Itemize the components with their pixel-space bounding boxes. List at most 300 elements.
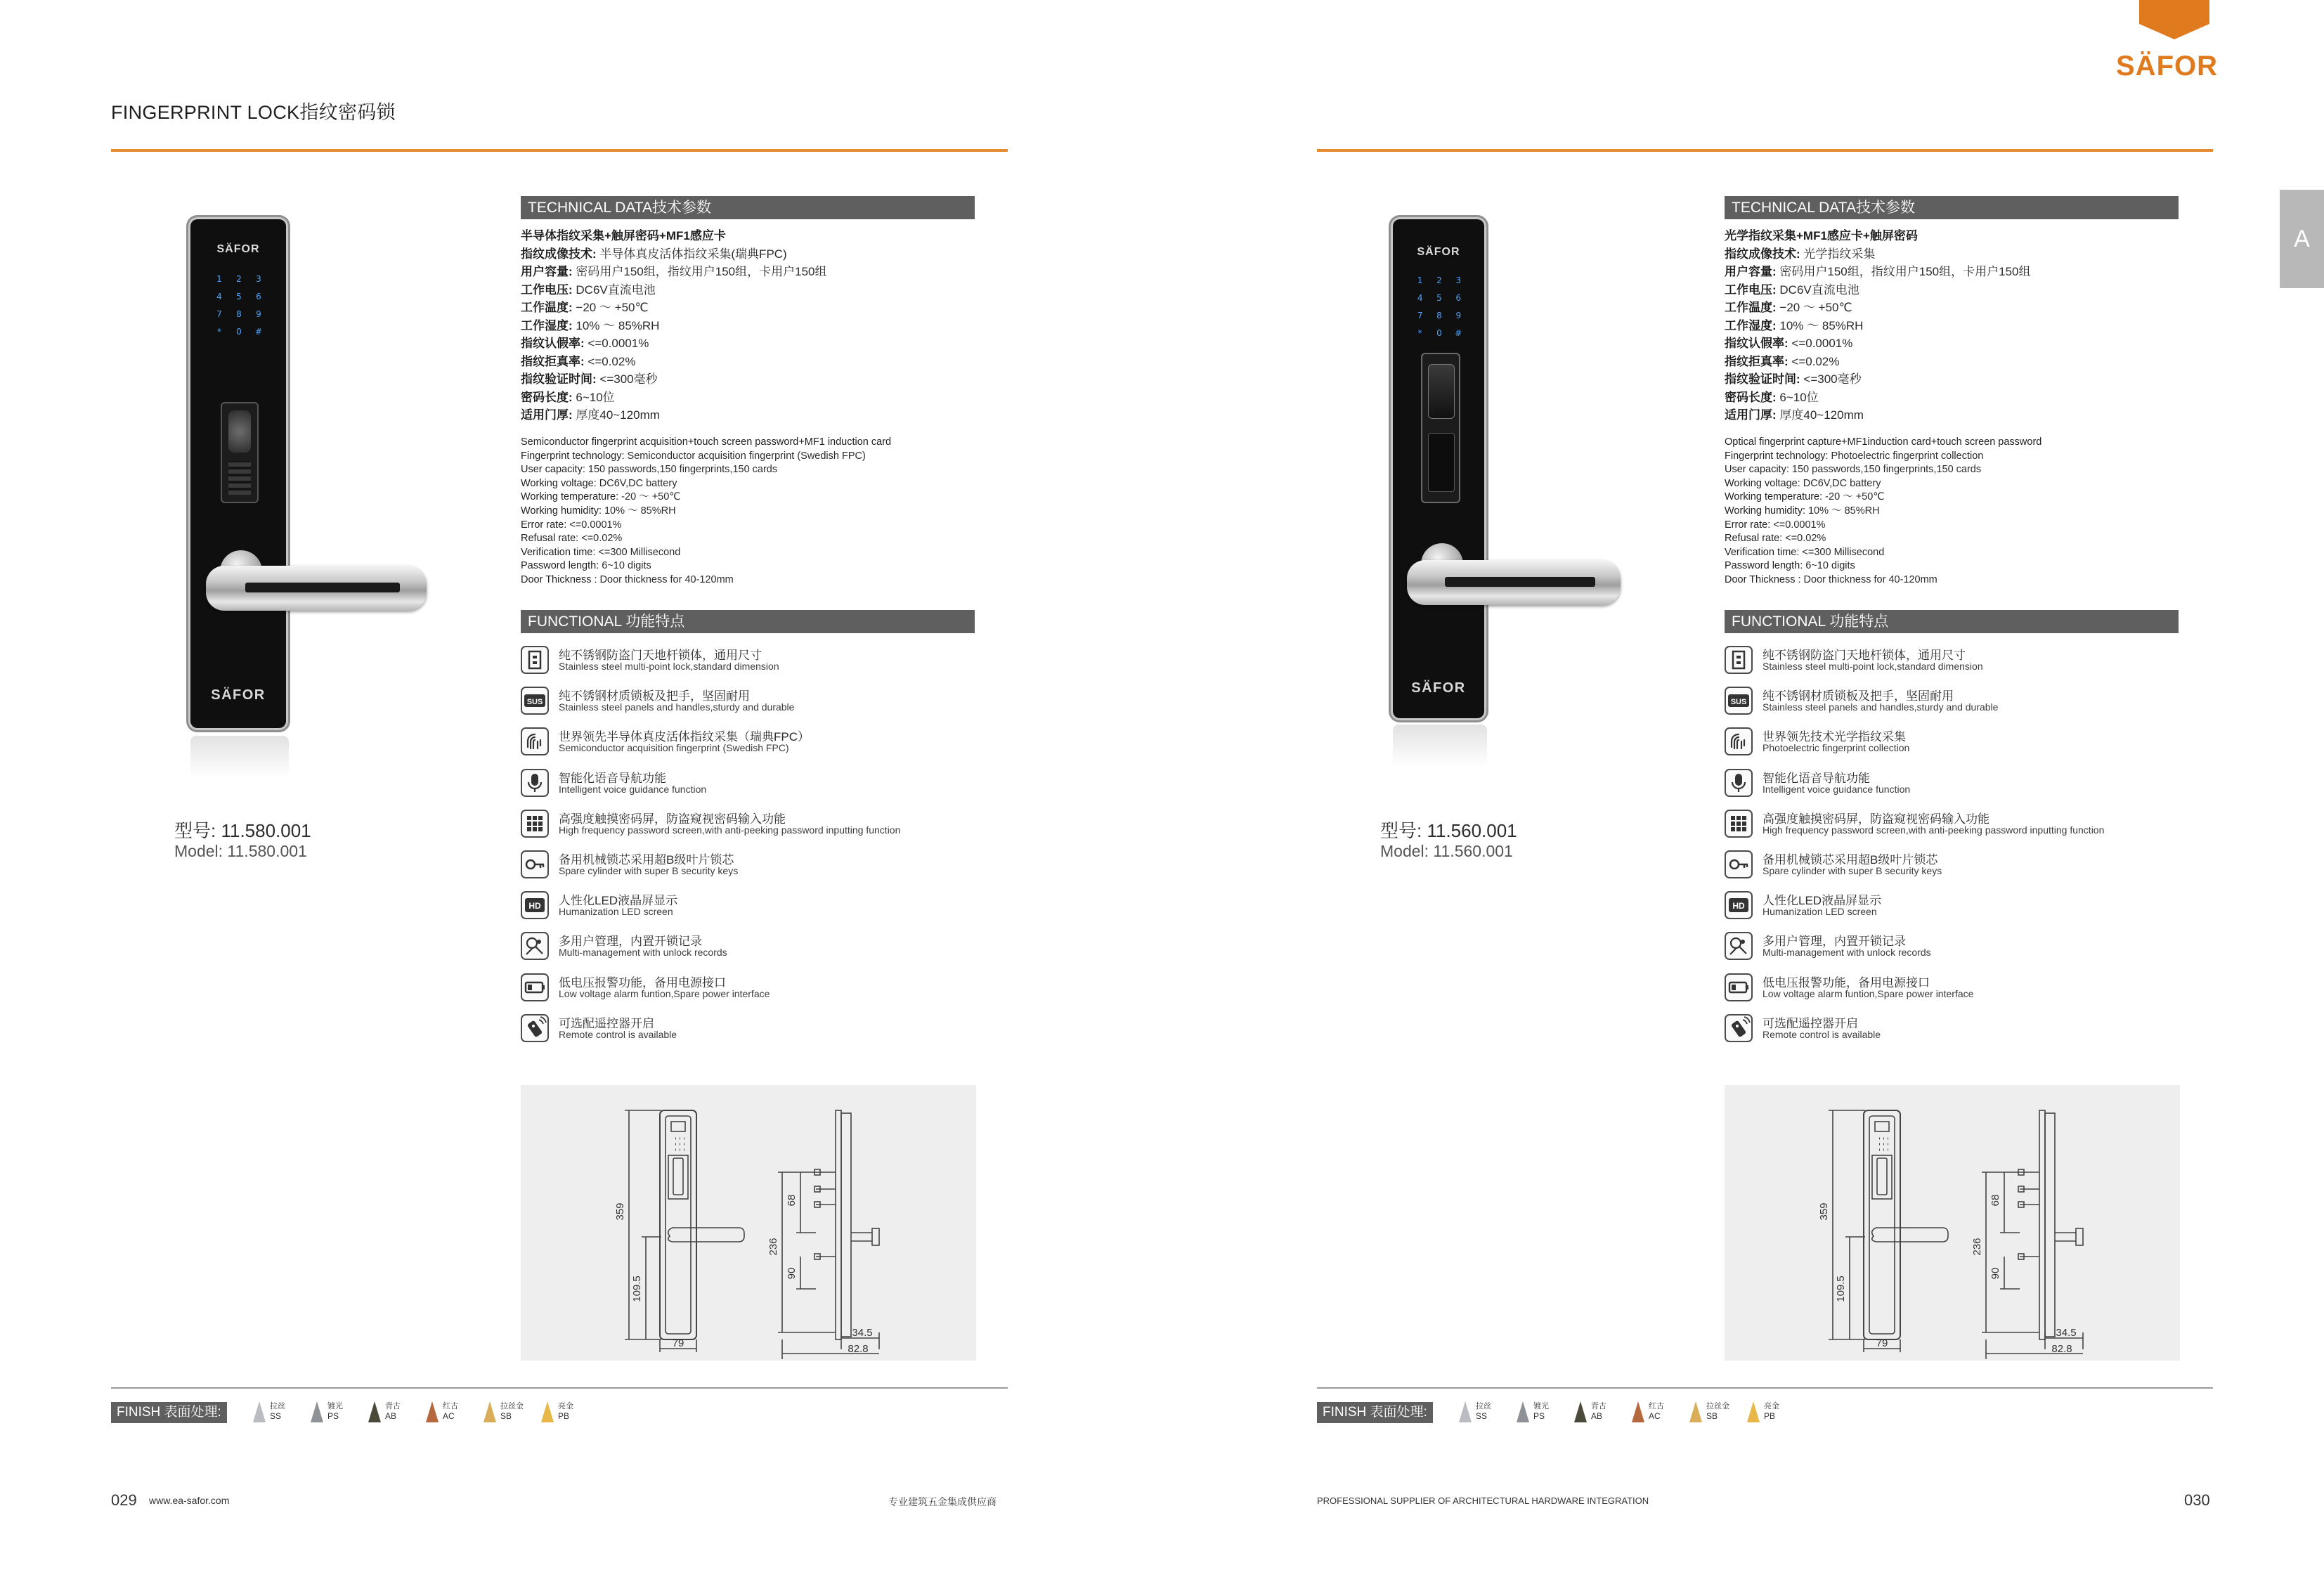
specs-cn <box>1725 227 2031 424</box>
model-number-cn: 型号: 11.580.001 <box>174 820 311 841</box>
spec-label: Semiconductor fingerprint acquisition+touch screen password+MF1 induction card <box>521 436 892 448</box>
spec-value: -20 ～ +50℃ <box>618 491 681 503</box>
fingerprint-icon <box>1725 727 1753 755</box>
spec-value: 光学指纹采集 <box>1800 247 1876 261</box>
spec-label: 用户容量: <box>521 265 573 278</box>
dimension-drawing <box>1725 1085 2180 1361</box>
spec-label: 光学指纹采集+MF1感应卡+触屏密码 <box>1725 229 1918 242</box>
spec-label: 工作温度: <box>521 301 573 314</box>
dim-depth: 34.5 <box>2056 1327 2077 1339</box>
feature-item <box>1725 807 2174 843</box>
remote-control-icon <box>1725 1014 1753 1042</box>
section-title: FINGERPRINT LOCK指纹密码锁 <box>111 102 396 123</box>
spec-value: 密码用户150组，指纹用户150组，卡用户150组 <box>572 265 827 278</box>
panel-brand: SÄFOR <box>1417 246 1460 258</box>
hexagon-logo-icon <box>2139 0 2209 39</box>
dim-backset: 90 <box>1989 1267 2001 1280</box>
finish-code: PB <box>558 1411 570 1421</box>
key: 2 <box>1436 275 1442 285</box>
key: 9 <box>256 309 261 319</box>
key: 0 <box>236 327 242 337</box>
brand-logo: SÄFOR <box>2116 51 2218 82</box>
dim-total-depth: 82.8 <box>2051 1343 2072 1355</box>
reflection <box>1393 725 1487 767</box>
spec-row <box>1725 263 2031 281</box>
finish-swatch-icon <box>311 1401 323 1422</box>
dim-lower: 109.5 <box>1835 1276 1847 1302</box>
spec-value: 厚度40~120mm <box>1776 408 1864 422</box>
dim-height: 359 <box>1818 1202 1830 1221</box>
feature-title: 低电压报警功能，备用电源接口 <box>559 975 726 989</box>
key: 1 <box>216 274 222 284</box>
spec-value: −20 ～ +50℃ <box>572 301 649 314</box>
dim-height: 359 <box>614 1202 626 1221</box>
key: 6 <box>256 292 261 301</box>
spec-label: 工作电压: <box>521 283 573 297</box>
spec-label: 指纹成像技术: <box>521 247 597 261</box>
finish-swatch-icon <box>1459 1401 1472 1422</box>
spec-label: Password length: <box>1725 560 1803 572</box>
spec-row <box>1725 389 2031 407</box>
finish-name: 拉丝 <box>1476 1402 1491 1410</box>
keypad-icon <box>521 810 549 838</box>
finish-name: 镀光 <box>1533 1402 1549 1410</box>
feature-description: Humanization LED screen <box>559 906 673 918</box>
key: 3 <box>256 274 261 284</box>
spec-row <box>1725 299 2031 317</box>
spec-value: 半导体真皮活体指纹采集(瑞典FPC) <box>596 247 787 261</box>
sensor-grill <box>228 461 251 495</box>
spec-value: Semiconductor acquisition fingerprint (Swedish FPC) <box>624 450 866 462</box>
finish-code: AC <box>443 1411 455 1421</box>
header-rule <box>111 149 1008 152</box>
page-number: 029 <box>111 1491 137 1509</box>
spec-label: 指纹成像技术: <box>1725 247 1800 261</box>
spec-value: Photoelectric fingerprint collection <box>1828 450 1984 462</box>
spec-row <box>521 299 827 317</box>
feature-description: Stainless steel panels and handles,sturdy and durable <box>559 701 795 713</box>
feature-item <box>521 1012 971 1047</box>
spec-value: 150 passwords,150 fingerprints,150 cards <box>1789 464 1982 476</box>
spec-label: 指纹认假率: <box>521 337 585 350</box>
optical-window <box>1428 364 1455 419</box>
finish-name: 红古 <box>443 1402 458 1410</box>
feature-title: 低电压报警功能，备用电源接口 <box>1763 975 1930 989</box>
spec-label: 适用门厚: <box>1725 408 1777 422</box>
spec-label: Working temperature: <box>521 491 619 503</box>
spec-value: <=300毫秒 <box>596 372 658 386</box>
feature-title: 备用机械锁芯采用超B级叶片锁芯 <box>559 853 734 867</box>
key: 4 <box>1417 293 1423 303</box>
spec-row <box>1725 245 2031 264</box>
spec-value: 10% ～ 85%RH <box>1805 505 1880 517</box>
feature-list <box>1725 644 2181 1065</box>
spec-row <box>521 450 891 464</box>
feature-item <box>1725 930 2174 965</box>
spec-label: 工作温度: <box>1725 301 1777 314</box>
spec-label: Working voltage: <box>521 477 597 489</box>
finish-code: PS <box>1533 1411 1545 1421</box>
dim-total-depth: 82.8 <box>848 1343 869 1355</box>
feature-title: 高强度触摸密码屏，防盗窥视密码输入功能 <box>559 812 786 826</box>
spec-label: 工作湿度: <box>1725 318 1777 332</box>
lever-handle <box>1407 560 1621 605</box>
key: 5 <box>1436 293 1442 303</box>
key: 0 <box>1436 328 1442 338</box>
feature-description: Intelligent voice guidance function <box>1763 783 1911 795</box>
spec-row <box>521 491 891 505</box>
spec-row <box>521 406 827 424</box>
spec-label: Working voltage: <box>1725 477 1800 489</box>
functional-header: FUNCTIONAL 功能特点 <box>1725 610 2179 633</box>
model-number-en: Model: 11.580.001 <box>174 842 307 860</box>
low-battery-icon <box>1725 973 1753 1001</box>
spec-row <box>521 477 891 491</box>
spec-label: 密码长度: <box>1725 390 1777 404</box>
spec-row <box>521 505 891 519</box>
feature-item <box>1725 684 2174 720</box>
product-image-optical <box>1382 214 1635 777</box>
spec-label: Verification time: <box>521 546 596 558</box>
multi-user-icon <box>1725 932 1753 960</box>
spec-value: 6~10 digits <box>1803 560 1855 572</box>
spec-value: 6~10位 <box>572 390 615 404</box>
feature-description: Intelligent voice guidance function <box>559 783 707 795</box>
dimension-drawing <box>521 1085 976 1361</box>
spec-label: Working humidity: <box>521 505 602 517</box>
feature-title: 可选配遥控器开启 <box>559 1016 654 1030</box>
spec-row <box>521 263 827 281</box>
spec-value: DC6V,DC battery <box>1800 477 1881 489</box>
keypad <box>1414 275 1465 338</box>
footer-url[interactable]: www.ea-safor.com <box>149 1495 230 1506</box>
fingerprint-sensor <box>1421 353 1460 503</box>
hd-screen-icon <box>521 891 549 919</box>
spec-row <box>1725 406 2031 424</box>
lock-panel <box>1393 219 1484 718</box>
feature-item <box>521 767 971 802</box>
key: 8 <box>1436 311 1442 320</box>
spec-row <box>521 353 827 371</box>
technical-data-header: TECHNICAL DATA技术参数 <box>1725 196 2179 219</box>
feature-description: Stainless steel panels and handles,sturdy and durable <box>1763 701 1999 713</box>
spec-value: <=0.02% <box>1788 354 1840 368</box>
key: 1 <box>1417 275 1423 285</box>
spec-label: 指纹拒真率: <box>521 354 585 368</box>
finish-swatch-icon <box>426 1401 439 1422</box>
multi-user-icon <box>521 932 549 960</box>
microphone-icon <box>521 769 549 797</box>
key: # <box>1455 328 1462 338</box>
feature-title: 高强度触摸密码屏，防盗窥视密码输入功能 <box>1763 812 1989 826</box>
spec-label: Verification time: <box>1725 546 1800 558</box>
low-battery-icon <box>521 973 549 1001</box>
sensor-pad <box>228 410 251 453</box>
feature-item <box>521 725 971 760</box>
specs-cn <box>521 227 827 424</box>
spec-row <box>1725 505 2041 519</box>
spec-row <box>1725 559 2041 573</box>
reflection <box>190 736 289 778</box>
key: 7 <box>1417 311 1423 320</box>
footer-tagline: PROFESSIONAL SUPPLIER OF ARCHITECTURAL HARDWARE INTEGRATION <box>1317 1495 1649 1506</box>
key: 4 <box>216 292 222 301</box>
finish-code: AB <box>1591 1411 1603 1421</box>
model-number-cn: 型号: 11.560.001 <box>1380 820 1517 841</box>
spec-row <box>1725 532 2041 546</box>
feature-title: 智能化语音导航功能 <box>1763 771 1870 785</box>
svg-text:HD: HD <box>1732 901 1745 911</box>
dim-side-height: 236 <box>767 1238 779 1256</box>
spec-label: Refusal rate: <box>1725 533 1783 545</box>
spec-value: <=0.0001% <box>584 337 649 350</box>
finish-swatches <box>253 1398 647 1429</box>
spec-row <box>521 335 827 353</box>
finish-swatches <box>1459 1398 1852 1429</box>
feature-description: Low voltage alarm funtion,Spare power interface <box>559 987 770 999</box>
spec-value: 150 passwords,150 fingerprints,150 cards <box>585 464 778 476</box>
feature-item <box>1725 889 2174 924</box>
key: # <box>254 327 263 337</box>
spec-label: 指纹验证时间: <box>521 372 597 386</box>
dimension-diagram <box>1725 1085 2180 1361</box>
svg-text:SUS: SUS <box>526 698 543 707</box>
feature-title: 纯不锈钢材质锁板及把手，坚固耐用 <box>1763 689 1954 703</box>
panel-bottom-brand: SÄFOR <box>1411 680 1466 696</box>
dimension-diagram <box>521 1085 976 1361</box>
finish-swatch-icon <box>1632 1401 1644 1422</box>
microphone-icon <box>1725 769 1753 797</box>
fingerprint-sensor <box>221 402 259 503</box>
model-number-en: Model: 11.560.001 <box>1380 842 1513 860</box>
finish-name: 青古 <box>385 1402 401 1410</box>
dim-backset: 90 <box>786 1267 798 1280</box>
dim-spacing: 68 <box>1989 1194 2001 1207</box>
key: 8 <box>236 309 242 319</box>
spec-row <box>1725 491 2041 505</box>
lock-panel <box>190 219 286 728</box>
spec-row <box>521 519 891 533</box>
spec-value: Door thickness for 40-120mm <box>597 573 734 585</box>
spec-label: Error rate: <box>521 519 567 531</box>
feature-description: Spare cylinder with super B security keys <box>559 865 739 876</box>
spec-row <box>1725 317 2031 335</box>
feature-item <box>521 807 971 843</box>
spec-row <box>521 389 827 407</box>
key: 2 <box>236 274 242 284</box>
spec-value: <=300毫秒 <box>1800 372 1862 386</box>
spec-row <box>1725 450 2041 464</box>
finish-name: 拉丝 <box>270 1402 285 1410</box>
spec-row <box>521 559 891 573</box>
spec-label: 指纹拒真率: <box>1725 354 1789 368</box>
spec-value: <=0.02% <box>578 533 623 545</box>
spec-value: <=300 Millisecond <box>595 546 681 558</box>
catalog-page-030 <box>1162 0 2324 1577</box>
spec-label: Refusal rate: <box>521 533 579 545</box>
feature-description: High frequency password screen,with anti-peeking password inputting function <box>1763 824 2105 836</box>
spec-value: <=0.0001% <box>1788 337 1853 350</box>
handle-slot <box>245 583 400 592</box>
spec-value: DC6V直流电池 <box>572 283 656 297</box>
spec-label: Fingerprint technology: <box>1725 450 1829 462</box>
spec-label: 适用门厚: <box>521 408 573 422</box>
feature-title: 可选配遥控器开启 <box>1763 1016 1858 1030</box>
feature-item <box>1725 971 2174 1006</box>
finish-code: PS <box>327 1411 339 1421</box>
finish-name: 拉丝金 <box>500 1402 524 1410</box>
feature-description: Humanization LED screen <box>1763 906 1877 918</box>
spec-value: −20 ～ +50℃ <box>1776 301 1852 314</box>
finish-name: 镀光 <box>327 1402 343 1410</box>
specs-en <box>521 436 891 588</box>
key: 9 <box>1455 311 1462 320</box>
feature-title: 纯不锈钢防盗门天地杆锁体，通用尺寸 <box>559 649 762 662</box>
spec-row <box>1725 546 2041 560</box>
feature-description: Semiconductor acquisition fingerprint (Swedish FPC) <box>559 742 789 754</box>
spec-value: <=0.02% <box>1782 533 1826 545</box>
spec-row <box>1725 463 2041 477</box>
section-tab[interactable]: A <box>2280 190 2324 288</box>
spec-label: 指纹验证时间: <box>1725 372 1800 386</box>
spec-value: 10% ～ 85%RH <box>601 505 676 517</box>
feature-description: Multi-management with unlock records <box>1763 947 1931 959</box>
spec-value: -20 ～ +50℃ <box>1822 491 1885 503</box>
finish-name: 亮金 <box>1764 1402 1779 1410</box>
functional-header: FUNCTIONAL 功能特点 <box>521 610 975 633</box>
spec-label: Fingerprint technology: <box>521 450 625 462</box>
spec-row <box>521 463 891 477</box>
finish-name: 拉丝金 <box>1706 1402 1729 1410</box>
dim-depth: 34.5 <box>852 1327 873 1339</box>
svg-text:SUS: SUS <box>1730 698 1747 707</box>
spec-value: 10% ～ 85%RH <box>572 318 660 332</box>
spec-label: Working humidity: <box>1725 505 1805 517</box>
key: * <box>1417 328 1422 338</box>
feature-title: 多用户管理，内置开锁记录 <box>559 935 702 949</box>
multi-point-lock-icon <box>1725 646 1753 674</box>
finish-name: 青古 <box>1591 1402 1606 1410</box>
fingerprint-icon <box>521 727 549 755</box>
spec-label: Working temperature: <box>1725 491 1823 503</box>
feature-item <box>1725 767 2174 802</box>
spec-row <box>521 370 827 389</box>
feature-item <box>1725 644 2174 679</box>
feature-title: 备用机械锁芯采用超B级叶片锁芯 <box>1763 853 1938 867</box>
dim-side-height: 236 <box>1971 1238 1983 1256</box>
page-number: 030 <box>2184 1491 2210 1509</box>
spec-row <box>521 532 891 546</box>
key: 6 <box>1455 293 1462 303</box>
feature-title: 纯不锈钢防盗门天地杆锁体，通用尺寸 <box>1763 649 1966 662</box>
feature-description: Stainless steel multi-point lock,standard dimension <box>559 661 779 672</box>
spec-value: 密码用户150组，指纹用户150组，卡用户150组 <box>1776 265 2031 278</box>
finish-rule <box>1317 1387 2213 1389</box>
key: 5 <box>236 292 242 301</box>
spec-label: 工作电压: <box>1725 283 1777 297</box>
logo-mark <box>2139 0 2209 39</box>
spec-label: 用户容量: <box>1725 265 1777 278</box>
spec-label: 工作湿度: <box>521 318 573 332</box>
spec-value: DC6V直流电池 <box>1776 283 1859 297</box>
finish-name: 亮金 <box>558 1402 573 1410</box>
feature-title: 世界领先半导体真皮活体指纹采集（瑞典FPC） <box>559 730 810 744</box>
multi-point-lock-icon <box>521 646 549 674</box>
spec-value: Door thickness for 40-120mm <box>1800 573 1937 585</box>
technical-data-header: TECHNICAL DATA技术参数 <box>521 196 975 219</box>
feature-description: Remote control is available <box>1763 1028 1881 1040</box>
finish-code: SS <box>1476 1411 1488 1421</box>
hd-screen-icon <box>1725 891 1753 919</box>
feature-title: 纯不锈钢材质锁板及把手，坚固耐用 <box>559 689 750 703</box>
spec-value: <=0.02% <box>584 354 636 368</box>
sus-steel-icon <box>1725 687 1753 715</box>
dim-width: 79 <box>1876 1337 1888 1349</box>
header-rule <box>1317 149 2213 152</box>
feature-item <box>1725 1012 2174 1047</box>
panel-brand: SÄFOR <box>216 243 260 255</box>
finish-swatch-icon <box>1574 1401 1587 1422</box>
feature-description: High frequency password screen,with anti-peeking password inputting function <box>559 824 901 836</box>
spec-value: 6~10位 <box>1776 390 1819 404</box>
spec-label: Error rate: <box>1725 519 1771 531</box>
svg-text:HD: HD <box>528 901 541 911</box>
product-image <box>179 214 432 777</box>
feature-title: 人性化LED液晶屏显示 <box>559 894 678 908</box>
finish-swatch-icon <box>541 1401 554 1422</box>
finish-code: AC <box>1649 1411 1661 1421</box>
spec-label: Door Thickness : <box>1725 573 1801 585</box>
finish-rule <box>111 1387 1008 1389</box>
feature-item <box>521 684 971 720</box>
feature-title: 智能化语音导航功能 <box>559 771 666 785</box>
spec-value: DC6V,DC battery <box>596 477 677 489</box>
feature-item <box>1725 848 2174 883</box>
spec-row <box>1725 519 2041 533</box>
dim-width: 79 <box>672 1337 684 1349</box>
feature-item <box>1725 725 2174 760</box>
key-cylinder-icon <box>521 850 549 878</box>
panel-bottom-brand: SÄFOR <box>211 687 266 703</box>
spec-row <box>1725 573 2041 588</box>
feature-item <box>521 848 971 883</box>
finish-code: SB <box>1706 1411 1718 1421</box>
footer-tagline: 专业建筑五金集成供应商 <box>888 1496 997 1507</box>
key-cylinder-icon <box>1725 850 1753 878</box>
finish-swatch-icon <box>1747 1401 1760 1422</box>
spec-row <box>1725 281 2031 299</box>
finish-code: AB <box>385 1411 397 1421</box>
key: * <box>217 327 221 337</box>
spec-label: Door Thickness : <box>521 573 597 585</box>
spec-row <box>521 436 891 450</box>
spec-label: User capacity: <box>521 464 585 476</box>
finish-swatch-icon <box>483 1401 496 1422</box>
card-reader <box>1428 433 1455 492</box>
feature-description: Photoelectric fingerprint collection <box>1763 742 1910 754</box>
feature-description: Remote control is available <box>559 1028 677 1040</box>
finish-label: FINISH 表面处理: <box>1317 1402 1433 1423</box>
feature-item <box>521 930 971 965</box>
key: 3 <box>1455 275 1462 285</box>
spec-row <box>521 245 827 264</box>
feature-description: Spare cylinder with super B security keys <box>1763 865 1942 876</box>
spec-row <box>1725 370 2031 389</box>
spec-row <box>521 317 827 335</box>
finish-code: PB <box>1764 1411 1776 1421</box>
spec-value: <=0.0001% <box>566 519 622 531</box>
spec-label: User capacity: <box>1725 464 1789 476</box>
